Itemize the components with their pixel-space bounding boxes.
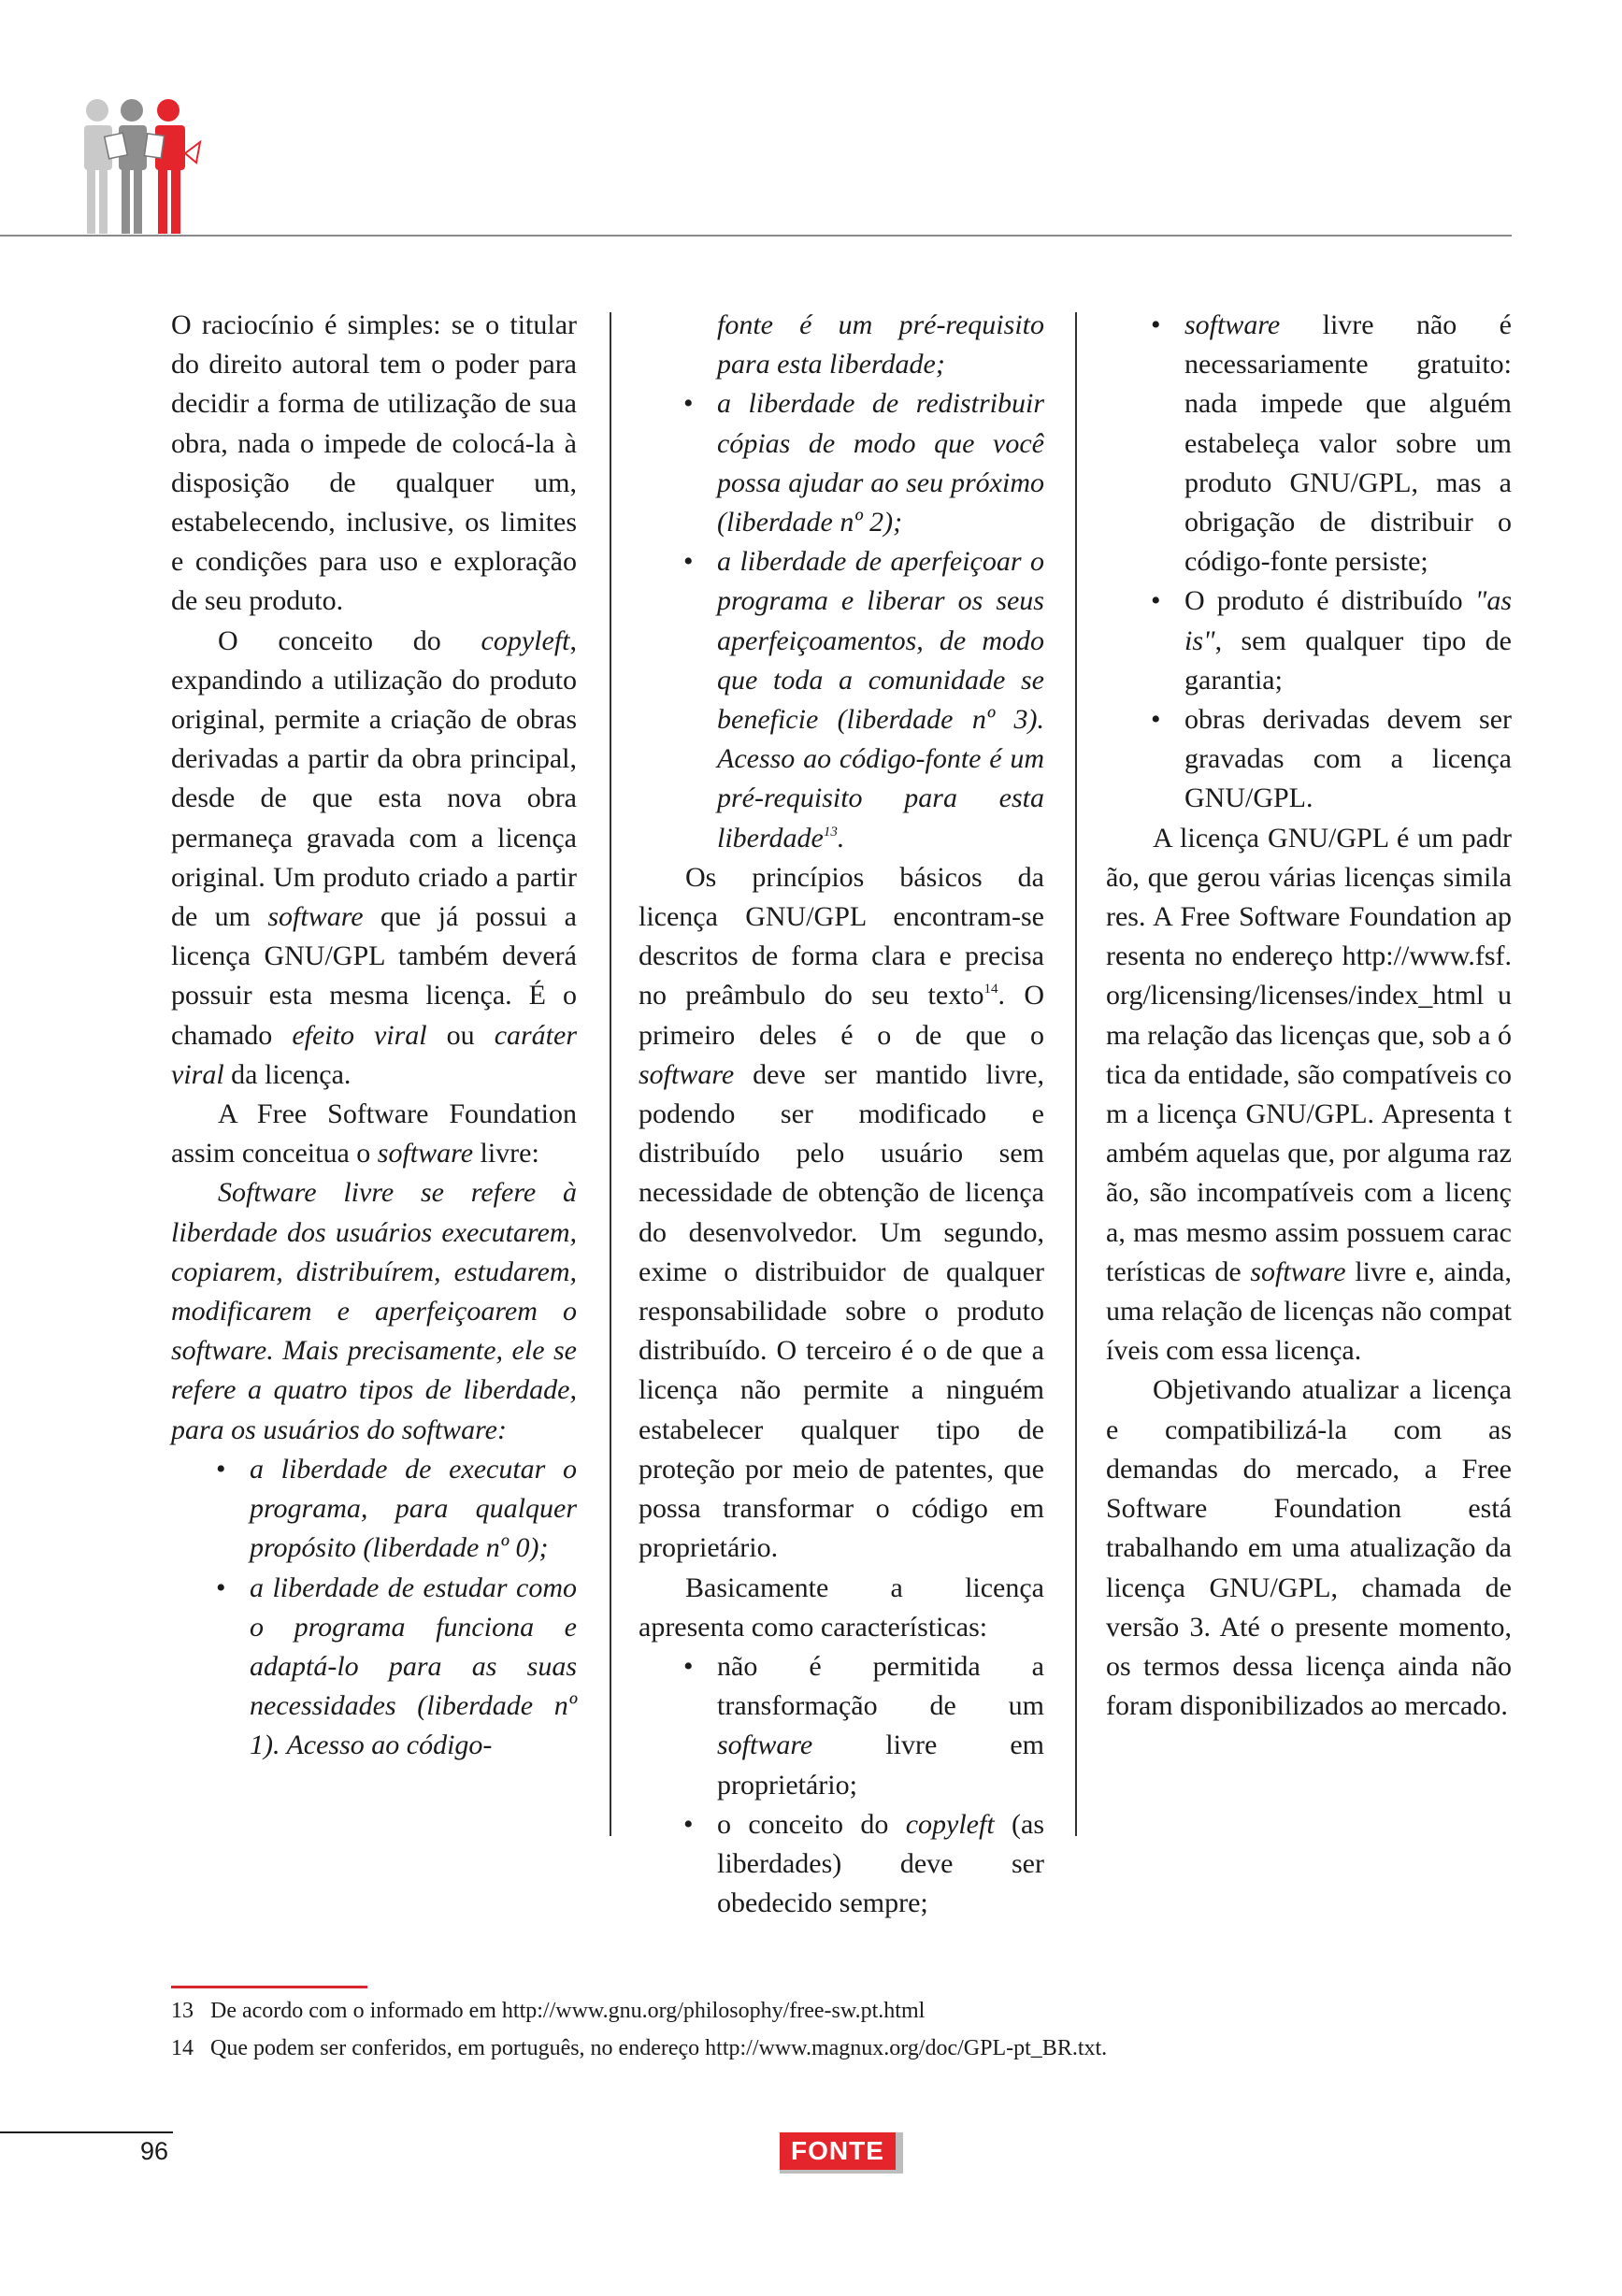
footer-rule — [0, 2131, 173, 2133]
paragraph: A Free Software Foundation assim conceitua o software livre: — [171, 1098, 577, 1170]
paragraph: O raciocínio é simples: se o titular do direito autoral tem o poder para decidir a forma de utilização de sua obra, nada o impede de colocá-la à disposição de qualquer um, estabelecendo, inclusive, os limites e condições para uso e exploração de seu produto. — [171, 309, 577, 617]
list-item: • obras derivadas devem ser gravadas com a licença GNU/GPL. — [1106, 700, 1512, 819]
characteristics-list — [639, 1647, 1044, 1923]
paragraph: Basicamente a licença apresenta como características: — [639, 1571, 1044, 1643]
paragraph: A licença GNU/GPL é um padrão, que gerou várias licenças similares. A Free Software Foundation apresenta no endereço http://www.fsf.org/licensing/licenses/index_html uma relação das licenças que, sob a ótica da entidade, são compatíveis com a licença GNU/GPL. Apresenta também aquelas que, por alguma razão, são incompatíveis com a licença, mas mesmo assim possuem características de software livre e, ainda, uma relação de licenças não compatíveis com essa licença. — [1106, 822, 1512, 1367]
header-rule — [0, 235, 1512, 237]
footnote-ref: 14 — [983, 982, 998, 997]
paragraph: Os princípios básicos da licença GNU/GPL encontram-se descritos de forma clara e precisa no preâmbulo do seu texto$^{14}$. O primeiro deles é o de que o software deve ser mantido livre, podendo ser modificado e distribuído pelo usuário sem necessidade de obtenção de licença do desenvolvedor. Um segundo, exime o distribuidor de qualquer responsabilidade sobre o produto distribuído. O terceiro é o de que a licença não permite a ninguém estabelecer qualquer tipo de proteção por meio de patentes, que possa transformar o código em proprietário. — [639, 861, 1044, 1564]
people-logo-icon — [80, 97, 211, 239]
footnote: 14 Que podem ser conferidos, em português, no endereço http://www.magnux.org/doc/GPL-pt_BR.txt. — [171, 2036, 1108, 2060]
footnote-rule — [171, 1986, 367, 1988]
text-column-2 — [639, 306, 1044, 1923]
list-item: • software livre não é necessariamente gratuito: nada impede que alguém estabeleça valor sobre um produto GNU/GPL, mas a obrigação de distribuir o código-fonte persiste; — [1106, 306, 1512, 581]
page-number: 96 — [140, 2137, 169, 2165]
freedoms-list — [639, 384, 1044, 857]
list-item: • a liberdade de aperfeiçoar o programa e liberar os seus aperfeiçoamentos, de modo que toda a comunidade se beneficie (liberdade nº 3). Acesso ao código-fonte é um pré-requisito para esta liberdade$^{13}$. — [639, 542, 1044, 858]
footnote-ref: 13 — [823, 824, 838, 839]
list-item: • não é permitida a transformação de um software livre em proprietário; — [639, 1647, 1044, 1805]
quote-paragraph: Software livre se refere à liberdade dos usuários executarem, copiarem, distribuírem, estudarem, modificarem e aperfeiçoarem o software. Mais precisamente, ele se refere a quatro tipos de liberdade, para os usuários do software: — [171, 1177, 577, 1445]
column-divider — [610, 312, 611, 1836]
paragraph: Objetivando atualizar a licença e compatibilizá-la com as demandas do mercado, a Free Software Foundation está trabalhando em uma atualização da licença GNU/GPL, chamada de versão 3. Até o presente momento, os termos dessa licença ainda não foram disponibilizados ao mercado. — [1106, 1374, 1512, 1722]
characteristics-list — [1106, 306, 1512, 819]
list-item-continuation: fonte é um pré-requisito para esta liberdade; — [717, 309, 1044, 380]
list-item: • a liberdade de executar o programa, para qualquer propósito (liberdade nº 0); — [171, 1450, 577, 1569]
list-item: • O produto é distribuído "as is", sem qualquer tipo de garantia; — [1106, 581, 1512, 700]
list-item: • a liberdade de redistribuir cópias de modo que você possa ajudar ao seu próximo (liberdade nº 2); — [639, 384, 1044, 542]
brand-logo: FONTE — [780, 2132, 903, 2174]
list-item: • o conceito do copyleft (as liberdades) deve ser obedecido sempre; — [639, 1805, 1044, 1924]
footnote: 13 De acordo com o informado em http://www.gnu.org/philosophy/free-sw.pt.html — [171, 1999, 926, 2023]
text-column-1 — [171, 306, 577, 1766]
paragraph: O conceito do copyleft, expandindo a utilização do produto original, permite a criação de obras derivadas a partir da obra principal, desde de que esta nova obra permaneça gravada com a licença original. Um produto criado a partir de um software que já possui a licença GNU/GPL também deverá possuir esta mesma licença. É o chamado efeito viral ou caráter viral da licença. — [171, 624, 578, 1090]
column-divider — [1075, 312, 1077, 1836]
list-item: • a liberdade de estudar como o programa funciona e adaptá-lo para as suas necessidades (liberdade nº 1). Acesso ao código- — [171, 1569, 577, 1766]
freedoms-list — [171, 1450, 577, 1766]
text-column-3 — [1106, 306, 1512, 1726]
